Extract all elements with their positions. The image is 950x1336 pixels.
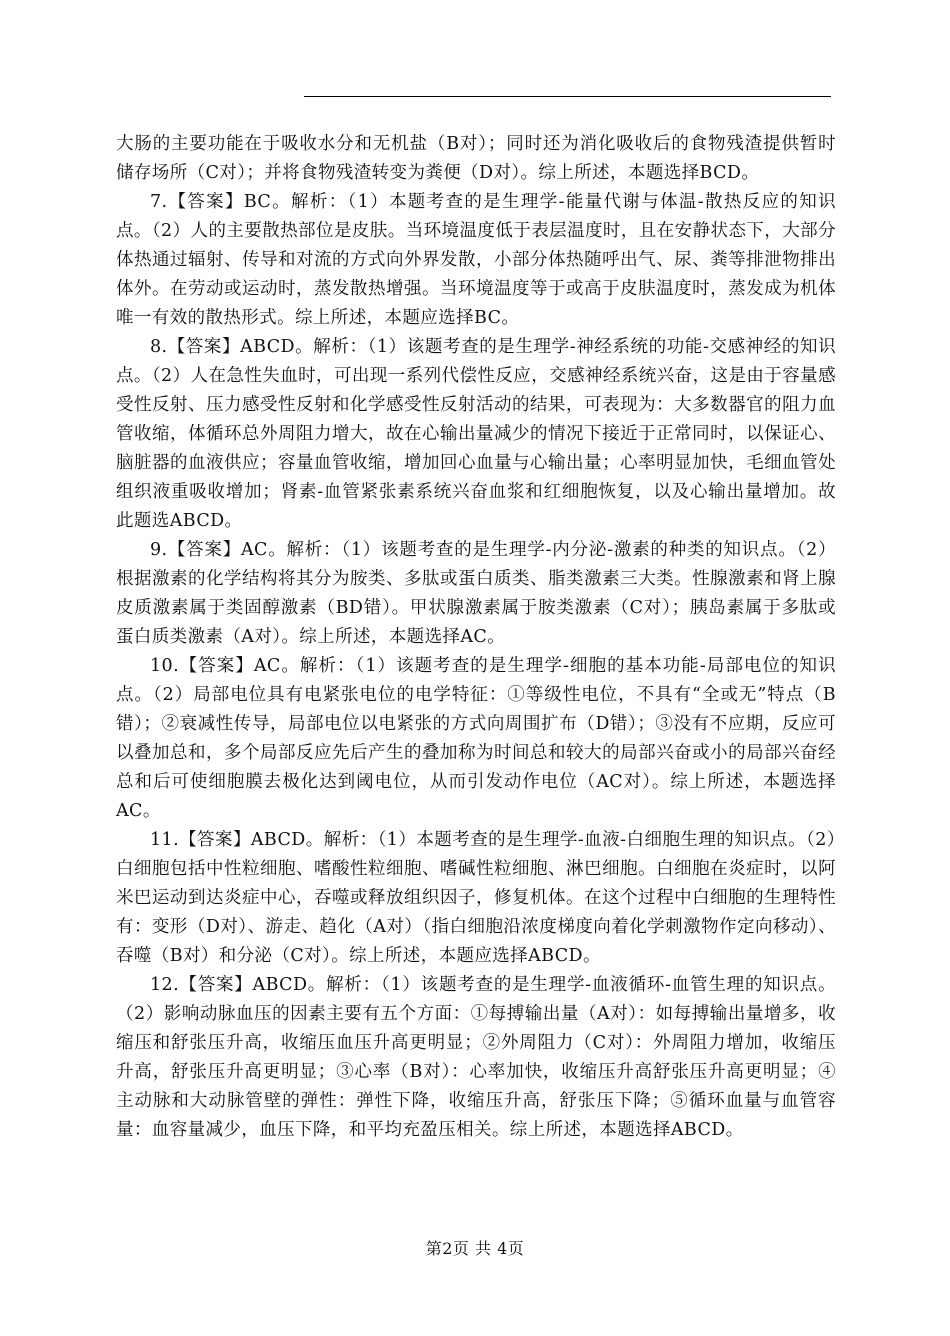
paragraph-answer-11: 11.【答案】ABCD。解析：（1）本题考查的是生理学-血液-白细胞生理的知识点。（2）白细胞包括中性粒细胞、嗜酸性粒细胞、嗜碱性粒细胞、淋巴细胞。白细胞在炎症时，以阿米巴运动到达炎症中心，吞噬或释放组织因子，修复机体。在这个过程中白细胞的生理特性有：变形（D对）、游走、趋化（A对）（指白细胞沿浓度梯度向着化学刺激物作定向移动）、吞噬（B对）和分泌（C对）。综上所述，本题应选择ABCD。 — [116, 830, 837, 966]
page-footer — [0, 1238, 950, 1260]
paragraph-6-continuation: 大肠的主要功能在于吸收水分和无机盐（B对）；同时还为消化吸收后的食物残渣提供暂时储存场所（C对）；并将食物残渣转变为粪便（D对）。综上所述，本题选择BCD。 — [116, 134, 836, 183]
page-number-label: 第2页 共 4页 — [425, 1239, 525, 1258]
paragraph-answer-8: 8.【答案】ABCD。解析：（1）该题考查的是生理学-神经系统的功能-交感神经的知识点。（2）人在急性失血时，可出现一系列代偿性反应，交感神经系统兴奋，这是由于容量感受性反射、压力感受性反射和化学感受性反射活动的结果，可表现为：大多数器官的阻力血管收缩，体循环总外周阻力增大，故在心输出量减少的情况下接近于正常同时，以保证心、脑脏器的血液供应；容量血管收缩，增加回心血量与心输出量；心率明显加快，毛细血管处组织液重吸收增加；肾素-血管紧张素系统兴奋血浆和红细胞恢复，以及心输出量增加。故此题选ABCD。 — [116, 337, 836, 531]
header-rule — [304, 96, 831, 97]
document-body — [116, 130, 836, 1145]
paragraph-answer-9: 9.【答案】AC。解析：（1）该题考查的是生理学-内分泌-激素的种类的知识点。（2）根据激素的化学结构将其分为胺类、多肽或蛋白质类、脂类激素三大类。性腺激素和肾上腺皮质激素属于类固醇激素（BD错）。甲状腺激素属于胺类激素（C对）；胰岛素属于多肽或蛋白质类激素（A对）。综上所述，本题选择AC。 — [116, 540, 836, 647]
paragraph-answer-10: 10.【答案】AC。解析：（1）该题考查的是生理学-细胞的基本功能-局部电位的知识点。（2）局部电位具有电紧张电位的电学特征：①等级性电位，不具有“全或无”特点（B错）；②衰减性传导，局部电位以电紧张的方式向周围扩布（D错）；③没有不应期，反应可以叠加总和，多个局部反应先后产生的叠加称为时间总和较大的局部兴奋或小的局部兴奋经总和后可使细胞膜去极化达到阈电位，从而引发动作电位（AC对）。综上所述，本题选择AC。 — [116, 656, 836, 821]
paragraph-answer-12: 12.【答案】ABCD。解析：（1）该题考查的是生理学-血液循环-血管生理的知识点。（2）影响动脉血压的因素主要有五个方面：①每搏输出量（A对）：如每搏输出量增多，收缩压和舒张压升高，收缩压血压升高更明显；②外周阻力（C对）：外周阻力增加，收缩压升高，舒张压升高更明显；③心率（B对）：心率加快，收缩压升高舒张压升高更明显；④主动脉和大动脉管壁的弹性：弹性下降，收缩压升高，舒张压下降；⑤循环血量与血管容量：血容量减少，血压下降，和平均充盈压相关。综上所述，本题选择ABCD。 — [116, 975, 836, 1140]
paragraph-answer-7: 7.【答案】BC。解析：（1）本题考查的是生理学-能量代谢与体温-散热反应的知识点。（2）人的主要散热部位是皮肤。当环境温度低于表层温度时，且在安静状态下，大部分体热通过辐射、传导和对流的方式向外界发散，小部分体热随呼出气、尿、粪等排泄物排出体外。在劳动或运动时，蒸发散热增强。当环境温度等于或高于皮肤温度时，蒸发成为机体唯一有效的散热形式。综上所述，本题应选择BC。 — [116, 192, 836, 328]
